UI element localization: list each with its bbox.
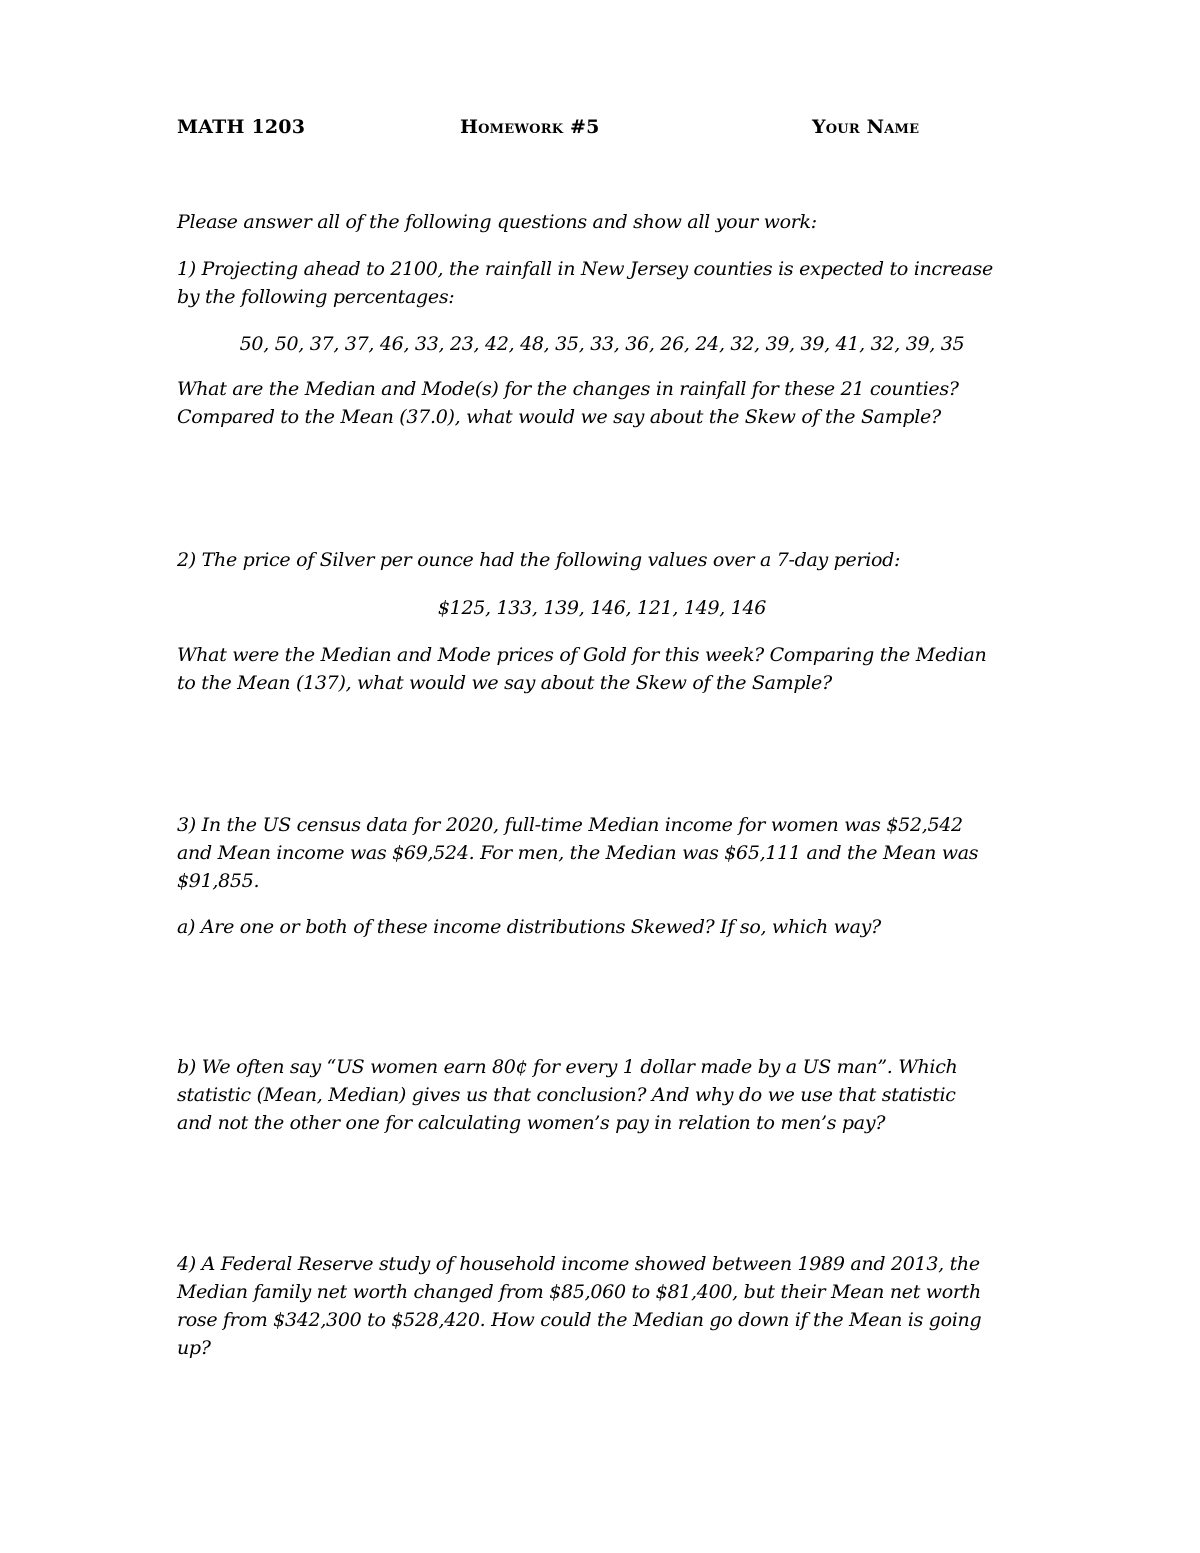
question-3b <box>177 1053 1027 1137</box>
question-3-line-1: 3) In the US census data for 2020, full-time Median income for women was $52,542 <box>177 814 963 836</box>
homework-title: Homework #5 <box>460 116 600 138</box>
question-2-data: $125, 133, 139, 146, 121, 149, 146 <box>437 597 767 619</box>
instructions: Please answer all of the following questions and show all your work: <box>177 211 817 233</box>
question-3-line-2: and Mean income was $69,524. For men, the Median was $65,111 and the Mean was <box>177 842 979 864</box>
question-2-ask-line-1: What were the Median and Mode prices of Gold for this week? Comparing the Median <box>177 644 987 666</box>
question-1-data: 50, 50, 37, 37, 46, 33, 23, 42, 48, 35, 33, 36, 26, 24, 32, 39, 39, 41, 32, 39, 35 <box>239 333 965 355</box>
course-code: MATH 1203 <box>177 116 306 138</box>
student-name-label: Your Name <box>812 116 920 138</box>
question-3-line-3: $91,855. <box>177 870 260 892</box>
question-4-line-4: up? <box>177 1337 211 1359</box>
question-1-ask-line-1: What are the Median and Mode(s) for the changes in rainfall for these 21 counties? <box>177 378 959 400</box>
question-4-line-1: 4) A Federal Reserve study of household income showed between 1989 and 2013, the <box>177 1253 980 1275</box>
question-4-line-3: rose from $342,300 to $528,420. How could the Median go down if the Mean is going <box>177 1309 982 1331</box>
question-1-ask <box>177 375 1027 431</box>
question-2-ask <box>177 641 1027 697</box>
question-3b-line-3: and not the other one for calculating women’s pay in relation to men’s pay? <box>177 1112 886 1134</box>
question-3a: a) Are one or both of these income distributions Skewed? If so, which way? <box>177 916 881 938</box>
question-1-line-1: 1) Projecting ahead to 2100, the rainfall in New Jersey counties is expected to increase <box>177 258 993 280</box>
question-1-prompt <box>177 255 1027 311</box>
question-2-ask-line-2: to the Mean (137), what would we say about the Skew of the Sample? <box>177 672 832 694</box>
question-3-prompt <box>177 811 1027 895</box>
question-2-prompt: 2) The price of Silver per ounce had the following values over a 7-day period: <box>177 549 901 571</box>
question-1-line-2: by the following percentages: <box>177 286 455 308</box>
question-4-prompt <box>177 1250 1027 1362</box>
question-3b-line-1: b) We often say “US women earn 80¢ for every 1 dollar made by a US man”. Which <box>177 1056 958 1078</box>
question-4-line-2: Median family net worth changed from $85,060 to $81,400, but their Mean net worth <box>177 1281 981 1303</box>
question-1-ask-line-2: Compared to the Mean (37.0), what would we say about the Skew of the Sample? <box>177 406 941 428</box>
question-3b-line-2: statistic (Mean, Median) gives us that conclusion? And why do we use that statistic <box>177 1084 956 1106</box>
